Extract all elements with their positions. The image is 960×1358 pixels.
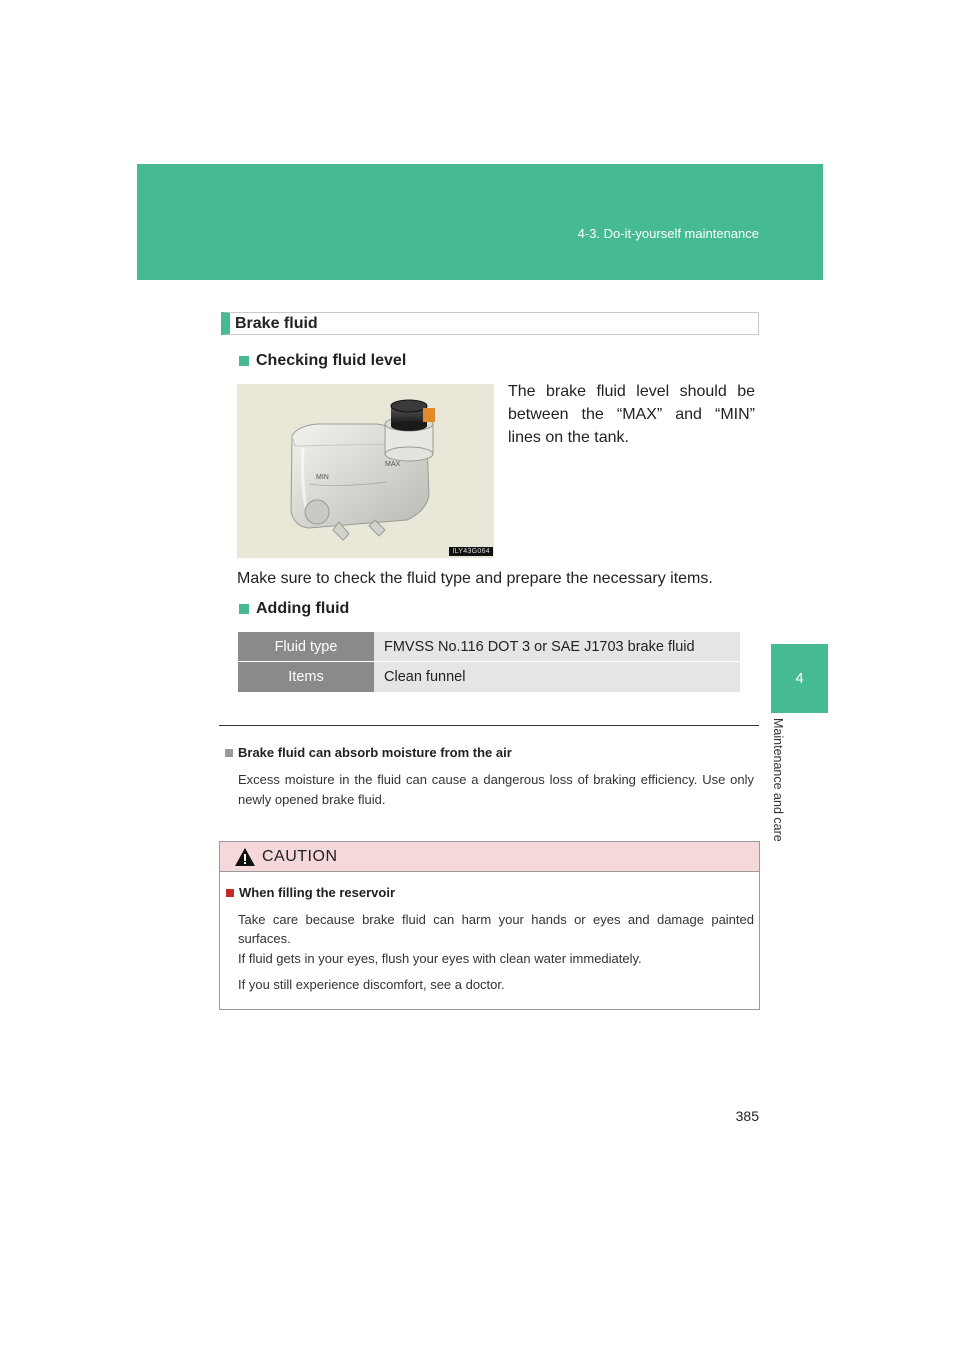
- fluid-table: [238, 632, 740, 692]
- checking-text: The brake fluid level should be between the “MAX” and “MIN” lines on the tank.: [508, 383, 755, 446]
- adding-heading-text: Adding fluid: [256, 600, 350, 617]
- note-heading-text: Brake fluid can absorb moisture from the air: [238, 745, 512, 760]
- items-label: Items: [238, 662, 374, 692]
- caution-paragraph: Take care because brake fluid can harm your hands or eyes and damage painted surfaces.: [238, 912, 754, 946]
- warning-triangle-icon: [234, 847, 256, 867]
- section-title: [221, 312, 759, 335]
- table-row: [238, 632, 740, 662]
- square-bullet-icon: [239, 356, 249, 366]
- items-value: Clean funnel: [374, 662, 740, 692]
- adding-heading: [239, 600, 349, 618]
- square-bullet-icon: [226, 889, 234, 897]
- caution-paragraph: If you still experience discomfort, see a doctor.: [238, 977, 505, 992]
- note-heading: [225, 745, 512, 760]
- fluid-type-value: FMVSS No.116 DOT 3 or SAE J1703 brake fluid: [374, 632, 740, 662]
- header-section-title: 4-3. Do-it-yourself maintenance: [577, 226, 759, 241]
- caution-subheading: [226, 885, 395, 900]
- chapter-tab: [771, 644, 828, 713]
- brake-reservoir-photo: [237, 384, 494, 558]
- caution-paragraph: If fluid gets in your eyes, flush your eyes with clean water immediately.: [238, 951, 642, 966]
- fluid-type-label: Fluid type: [238, 632, 374, 662]
- divider: [219, 725, 759, 726]
- note-text: Excess moisture in the fluid can cause a dangerous loss of braking efficiency. Use only newly opened brake fluid.: [238, 772, 754, 807]
- prepare-text: Make sure to check the fluid type and prepare the necessary items.: [237, 570, 713, 587]
- chapter-side-label: [771, 718, 801, 868]
- brake-reservoir-illustration: [237, 384, 494, 558]
- caution-label: CAUTION: [262, 847, 338, 865]
- square-bullet-icon: [225, 749, 233, 757]
- square-bullet-icon: [239, 604, 249, 614]
- checking-heading: [239, 352, 406, 370]
- caution-box: [219, 841, 760, 1010]
- page-number: 385: [735, 1108, 759, 1124]
- header-band: [137, 164, 823, 280]
- chapter-number: 4: [795, 670, 804, 687]
- max-line-label: MAX: [385, 461, 401, 468]
- checking-heading-text: Checking fluid level: [256, 352, 407, 369]
- caution-bar: [220, 842, 759, 872]
- chapter-title: Maintenance and care: [771, 718, 785, 842]
- photo-code: ILY43G064: [449, 547, 493, 556]
- min-line-label: MIN: [316, 474, 329, 481]
- table-row: [238, 662, 740, 692]
- section-title-text: Brake fluid: [235, 314, 318, 332]
- caution-subheading-text: When filling the reservoir: [239, 885, 396, 900]
